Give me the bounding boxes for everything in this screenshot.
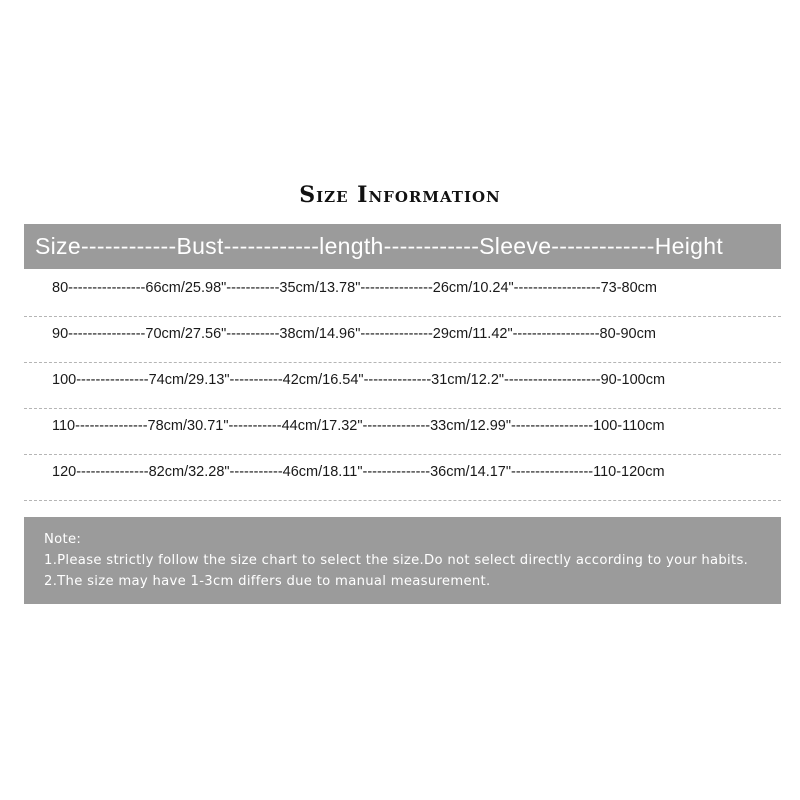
- note-line-2: 2.The size may have 1-3cm differs due to manual measurement.: [44, 574, 491, 589]
- size-table-header: Size------------Bust------------length------------Sleeve-------------Height: [24, 224, 781, 269]
- table-row: [24, 408, 781, 455]
- table-row-text: 90----------------70cm/27.56"-----------38cm/14.96"---------------29cm/11.42"------------------80-90cm: [52, 326, 656, 342]
- page-title: Size Information: [299, 182, 501, 208]
- table-row-text: 100---------------74cm/29.13"-----------42cm/16.54"--------------31cm/12.2"--------------------90-100cm: [52, 372, 666, 388]
- table-row: [24, 362, 781, 409]
- table-row: [24, 316, 781, 363]
- table-row: [24, 454, 781, 501]
- note-line-1: 1.Please strictly follow the size chart to select the size.Do not select directly according to your habits.: [44, 553, 749, 568]
- table-row: [24, 270, 781, 317]
- table-row-text: 80----------------66cm/25.98"-----------35cm/13.78"---------------26cm/10.24"------------------73-80cm: [52, 280, 658, 296]
- table-row-text: 120---------------82cm/32.28"-----------46cm/18.11"--------------36cm/14.17"-----------------110-120cm: [52, 464, 665, 480]
- note-heading: Note:: [44, 532, 82, 547]
- note-box: [24, 517, 781, 604]
- table-row-text: 110---------------78cm/30.71"-----------44cm/17.32"--------------33cm/12.99"-----------------100-110cm: [52, 418, 665, 434]
